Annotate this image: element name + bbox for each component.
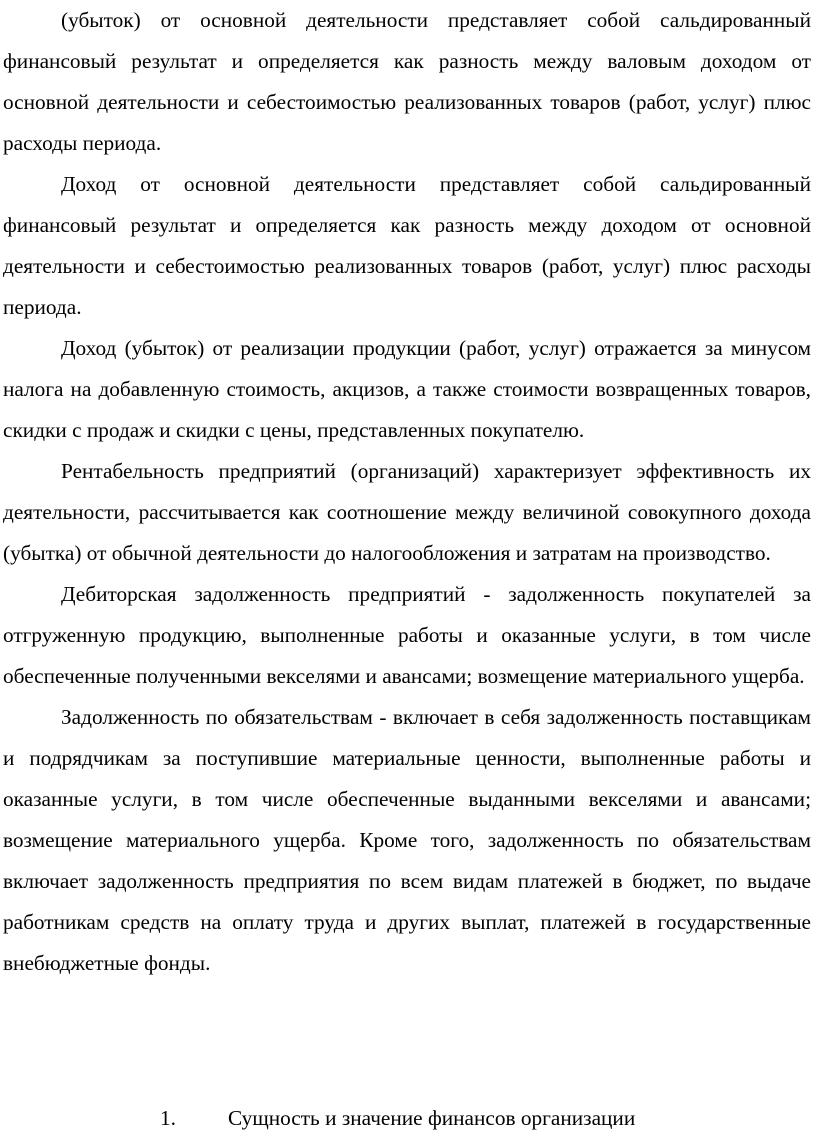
paragraph-sales-income: Доход (убыток) от реализации продукции (работ, услуг) отражается за минусом налога на добавленную стоимость, акцизов, а также стоимости возвращенных товаров, скидки с продаж и скидки с цены, представленных покупателю. xyxy=(3,336,811,442)
paragraph-operating-income: Доход от основной деятельности представляет собой сальдированный финансовый результат и определяется как разность между доходом от основной деятельности и себестоимостью реализованных товаров (работ, услуг) плюс расходы периода. xyxy=(3,172,811,319)
paragraph-liabilities: Задолженность по обязательствам - включает в себя задолженность поставщикам и подрядчикам за поступившие материальные ценности, выполненные работы и оказанные услуги, в том числе обеспеченные выданными векселями и авансами; возмещение материального ущерба. Кроме того, задолженность по обязательствам включает задолженность предприятия по всем видам платежей в бюджет, по выдаче работникам средств на оплату труда и других выплат, платежей в государственные внебюджетные фонды. xyxy=(3,705,811,975)
paragraph-profitability: Рентабельность предприятий (организаций) характеризует эффективность их деятельности, рассчитывается как соотношение между величиной совокупного дохода (убытка) от обычной деятельности до налогообложения и затратам на производство. xyxy=(3,459,811,565)
paragraph-receivables: Дебиторская задолженность предприятий - задолженность покупателей за отгруженную продукцию, выполненные работы и оказанные услуги, в том числе обеспеченные полученными векселями и авансами; возмещение материального ущерба. xyxy=(3,582,811,688)
section-number: 1. xyxy=(160,1106,176,1130)
document-body xyxy=(3,0,811,984)
paragraph-operating-result: (убыток) от основной деятельности представляет собой сальдированный финансовый результат и определяется как разность между валовым доходом от основной деятельности и себестоимостью реализованных товаров (работ, услуг) плюс расходы периода. xyxy=(3,8,811,155)
section-heading xyxy=(0,1098,816,1139)
section-title: Сущность и значение финансов организации xyxy=(228,1106,636,1130)
